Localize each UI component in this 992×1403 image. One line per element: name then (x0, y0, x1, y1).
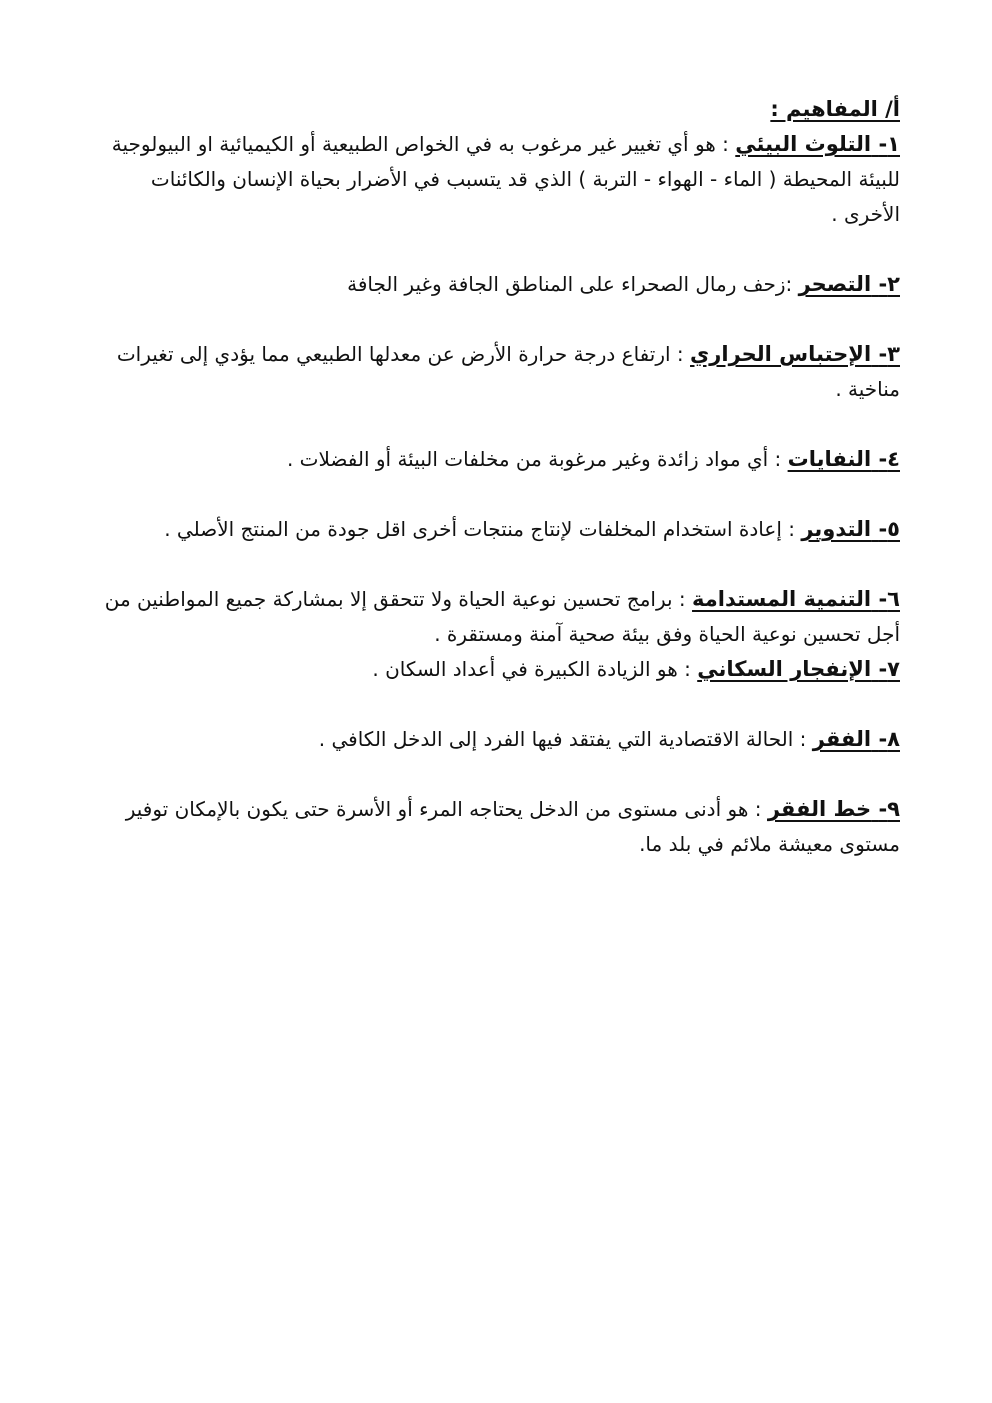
concept-number: ٩- (878, 797, 900, 821)
concept-number: ١- (878, 132, 900, 156)
concept-entry-9 (98, 792, 900, 862)
concept-term (801, 517, 900, 541)
concept-number: ٢- (878, 272, 900, 296)
concept-definition: برامج تحسين نوعية الحياة ولا تتحقق إلا بمشاركة جميع المواطنين من أجل تحسين نوعية الحياة وفق بيئة صحية آمنة ومستقرة . (104, 587, 900, 646)
concept-separator: : (748, 797, 768, 821)
concept-term (813, 727, 900, 751)
section-heading (98, 92, 900, 127)
concept-term (799, 272, 900, 296)
concept-definition: هو الزيادة الكبيرة في أعداد السكان . (372, 657, 678, 681)
concept-definition: إعادة استخدام المخلفات لإنتاج منتجات أخرى اقل جودة من المنتج الأصلي . (164, 517, 782, 541)
concept-entry-6 (98, 582, 900, 652)
concept-number: ٦- (878, 587, 900, 611)
concept-separator: : (793, 727, 813, 751)
concept-number: ٧- (878, 657, 900, 681)
concept-separator: : (785, 272, 799, 296)
concept-definition: ارتفاع درجة حرارة الأرض عن معدلها الطبيعي مما يؤدي إلى تغيرات مناخية . (116, 342, 900, 401)
concept-entry-7 (98, 652, 900, 687)
concept-number: ٥- (878, 517, 900, 541)
concept-separator: : (677, 657, 698, 681)
concept-term (768, 797, 900, 821)
concept-separator: : (768, 447, 788, 471)
concept-definition: هو أي تغيير غير مرغوب به في الخواص الطبيعية أو الكيميائية او البيولوجية للبيئة المحيطة ( الماء - الهواء - التربة ) الذي قد يتسبب في الأضرار بحياة الإنسان والكائنات الأخرى . (111, 132, 900, 226)
concept-entry-2 (98, 267, 900, 302)
concept-term-text: الإحتباس الحراري (690, 342, 872, 366)
concept-term (788, 447, 900, 471)
concept-term (690, 342, 900, 366)
document-page (98, 92, 900, 862)
concept-definition: هو أدنى مستوى من الدخل يحتاجه المرء أو الأسرة حتى يكون بالإمكان توفير مستوى معيشة ملائم في بلد ما. (125, 797, 900, 856)
concept-term (692, 587, 900, 611)
concept-number: ٨- (878, 727, 900, 751)
concept-number: ٣- (878, 342, 900, 366)
concept-entry-4 (98, 442, 900, 477)
concept-number: ٤- (878, 447, 900, 471)
concept-entry-3 (98, 337, 900, 407)
concept-definition: الحالة الاقتصادية التي يفتقد فيها الفرد إلى الدخل الكافي . (318, 727, 794, 751)
concept-entry-8 (98, 722, 900, 757)
concept-term-text: الفقر (812, 727, 872, 751)
heading-text: أ/ المفاهيم : (770, 97, 900, 121)
concept-term-text: التنمية المستدامة (692, 587, 872, 611)
concept-term (735, 132, 900, 156)
concept-term-text: النفايات (787, 447, 872, 471)
concept-separator: : (715, 132, 736, 156)
concept-entry-1 (98, 127, 900, 232)
concept-term-text: التصحر (798, 272, 872, 296)
concept-term-text: خط الفقر (767, 797, 872, 821)
concept-term (697, 657, 900, 681)
concept-separator: : (781, 517, 802, 541)
concept-separator: : (670, 342, 691, 366)
concept-term-text: التلوث البيئي (735, 132, 872, 156)
concept-term-text: التدوير (801, 517, 872, 541)
concept-entry-5 (98, 512, 900, 547)
concept-separator: : (672, 587, 693, 611)
concept-term-text: الإنفجار السكاني (697, 657, 872, 681)
concept-definition: زحف رمال الصحراء على المناطق الجافة وغير الجافة (347, 272, 786, 296)
concept-definition: أي مواد زائدة وغير مرغوبة من مخلفات البيئة أو الفضلات . (286, 447, 769, 471)
